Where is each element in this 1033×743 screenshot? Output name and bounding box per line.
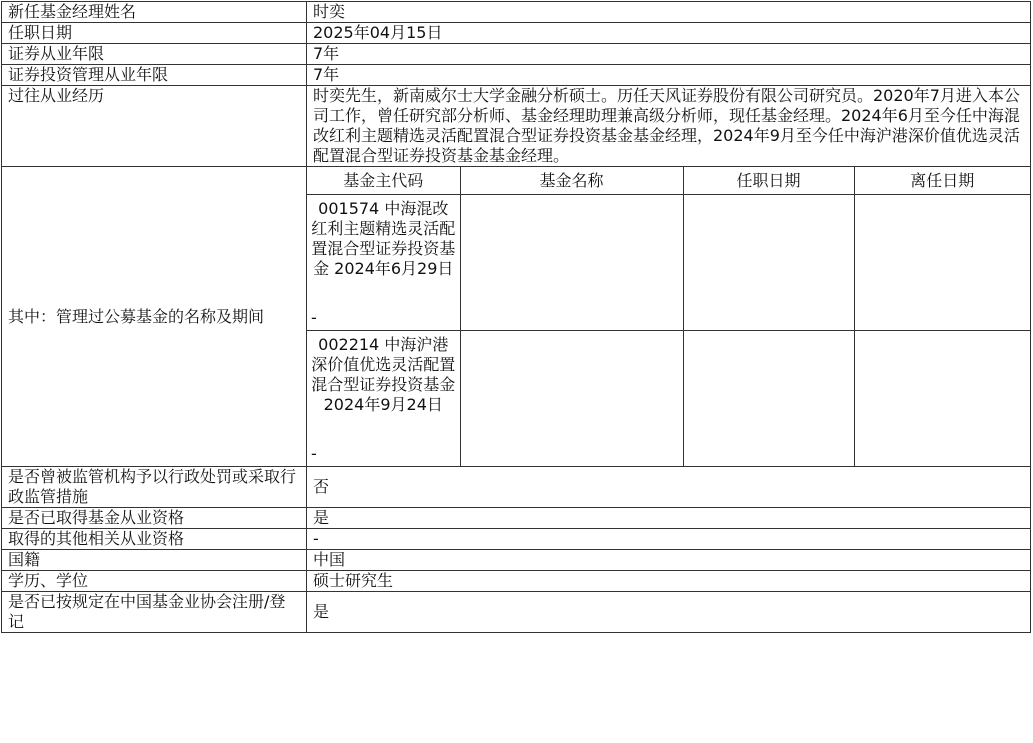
funds-header-row bbox=[307, 167, 1030, 195]
fund-row bbox=[307, 331, 1030, 467]
row-penalty bbox=[2, 467, 1031, 508]
fund-description-cell bbox=[307, 331, 460, 467]
experience-label: 过往从业经历 bbox=[2, 86, 307, 167]
row-other-qualification bbox=[2, 529, 1031, 550]
experience-value: 时奕先生，新南威尔士大学金融分析硕士。历任天风证券股份有限公司研究员。2020年7月进入本公司工作，曾任研究部分析师、基金经理助理兼高级分析师，现任基金经理。2024年6月至今任中海混改红利主题精选灵活配置混合型证券投资基金基金经理，2024年9月至今任中海沪港深价值优选灵活配置混合型证券投资基金基金经理。 bbox=[307, 86, 1031, 167]
manager-name-label: 新任基金经理姓名 bbox=[2, 2, 307, 23]
securities-years-value: 7年 bbox=[307, 44, 1031, 65]
funds-managed-label: 其中：管理过公募基金的名称及期间 bbox=[2, 167, 307, 467]
registered-label: 是否已按规定在中国基金业协会注册/登记 bbox=[2, 592, 307, 633]
fund-description-cell bbox=[307, 195, 460, 331]
investment-years-label: 证券投资管理从业年限 bbox=[2, 65, 307, 86]
penalty-label: 是否曾被监管机构予以行政处罚或采取行政监管措施 bbox=[2, 467, 307, 508]
other-qualification-label: 取得的其他相关从业资格 bbox=[2, 529, 307, 550]
fund-row bbox=[307, 195, 1030, 331]
fund-description: 002214 中海沪港深价值优选灵活配置混合型证券投资基金 2024年9月24日 bbox=[311, 335, 456, 414]
fund-start-date-cell bbox=[683, 195, 854, 331]
fund-manager-info-table bbox=[1, 1, 1031, 633]
fund-name-cell bbox=[460, 331, 683, 467]
row-education bbox=[2, 571, 1031, 592]
row-funds-managed bbox=[2, 167, 1031, 467]
row-manager-name bbox=[2, 2, 1031, 23]
funds-managed-cell bbox=[307, 167, 1031, 467]
start-date-label: 任职日期 bbox=[2, 23, 307, 44]
start-date-value: 2025年04月15日 bbox=[307, 23, 1031, 44]
qualification-label: 是否已取得基金从业资格 bbox=[2, 508, 307, 529]
fund-end-date-cell bbox=[854, 195, 1030, 331]
row-registered bbox=[2, 592, 1031, 633]
header-end-date: 离任日期 bbox=[854, 167, 1030, 195]
row-securities-years bbox=[2, 44, 1031, 65]
manager-name-value: 时奕 bbox=[307, 2, 1031, 23]
education-label: 学历、学位 bbox=[2, 571, 307, 592]
header-start-date: 任职日期 bbox=[683, 167, 854, 195]
row-start-date bbox=[2, 23, 1031, 44]
securities-years-label: 证券从业年限 bbox=[2, 44, 307, 65]
penalty-value: 否 bbox=[307, 467, 1031, 508]
qualification-value: 是 bbox=[307, 508, 1031, 529]
fund-start-date-cell bbox=[683, 331, 854, 467]
header-fund-name: 基金名称 bbox=[460, 167, 683, 195]
funds-managed-table bbox=[307, 167, 1030, 466]
row-experience bbox=[2, 86, 1031, 167]
nationality-label: 国籍 bbox=[2, 550, 307, 571]
fund-end-mark: - bbox=[311, 444, 317, 463]
education-value: 硕士研究生 bbox=[307, 571, 1031, 592]
row-qualification bbox=[2, 508, 1031, 529]
header-fund-code: 基金主代码 bbox=[307, 167, 460, 195]
investment-years-value: 7年 bbox=[307, 65, 1031, 86]
fund-end-mark: - bbox=[311, 308, 317, 327]
fund-name-cell bbox=[460, 195, 683, 331]
registered-value: 是 bbox=[307, 592, 1031, 633]
fund-description: 001574 中海混改红利主题精选灵活配置混合型证券投资基金 2024年6月29日 bbox=[311, 199, 456, 278]
nationality-value: 中国 bbox=[307, 550, 1031, 571]
row-nationality bbox=[2, 550, 1031, 571]
fund-end-date-cell bbox=[854, 331, 1030, 467]
other-qualification-value: - bbox=[307, 529, 1031, 550]
row-investment-years bbox=[2, 65, 1031, 86]
